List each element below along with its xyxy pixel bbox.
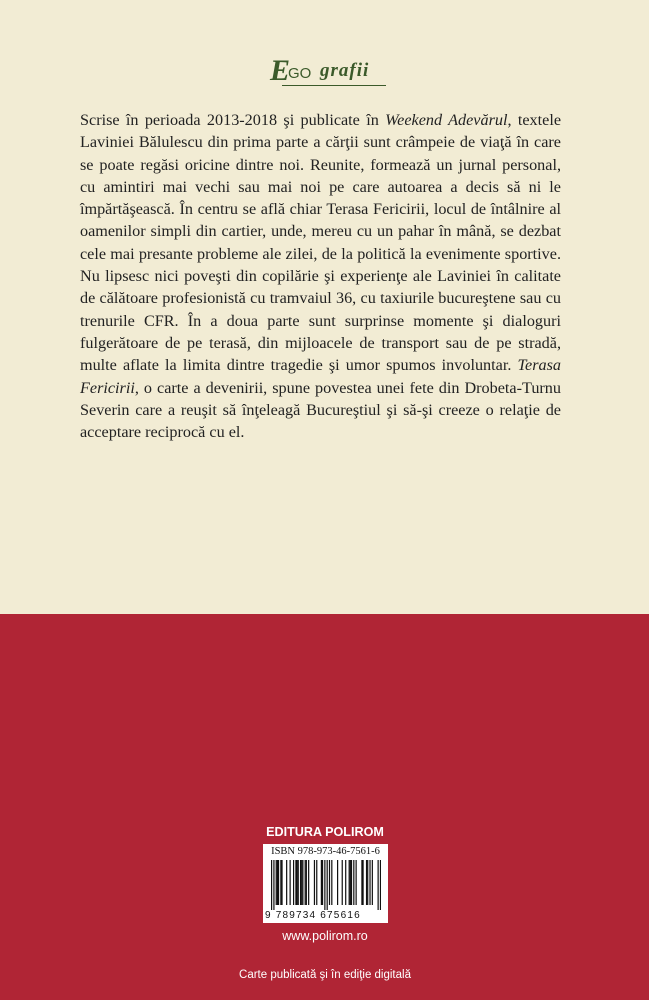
barcode-bar <box>327 860 328 910</box>
barcode-bar <box>305 860 306 905</box>
barcode-bar <box>280 860 281 905</box>
publisher-name: EDITURA POLIROM <box>266 825 384 839</box>
barcode-bar <box>331 860 332 905</box>
barcode-bar <box>286 860 287 905</box>
barcode-bar <box>345 860 346 905</box>
barcode-bar <box>378 860 379 910</box>
barcode-bar <box>356 860 357 905</box>
barcode-bar <box>349 860 350 905</box>
barcode-bar <box>316 860 317 905</box>
publisher-website: www.polirom.ro <box>282 929 368 943</box>
barcode-bar <box>369 860 370 905</box>
barcode-bar <box>329 860 330 905</box>
barcode-bar <box>350 860 351 905</box>
barcode-bar <box>366 860 367 905</box>
barcode-bar <box>324 860 325 910</box>
barcode-bar <box>296 860 297 905</box>
series-logo <box>262 52 392 92</box>
blurb-part-1: Scrise în perioada 2013-2018 şi publicate în <box>80 111 386 129</box>
barcode-bar <box>281 860 282 905</box>
blurb-part-3: , o carte a devenirii, spune povestea unei fete din Drobeta-Turnu Severin care a reuşit să înţeleagă Bucureştiul şi să-şi creeze o relaţie de acceptare reciprocă cu el. <box>80 378 561 442</box>
barcode-bar <box>271 860 272 910</box>
barcode-bar <box>273 860 274 910</box>
series-logo-grafii: grafii <box>320 60 370 81</box>
blurb-title-weekend-adevarul: Weekend Adevărul <box>385 111 508 129</box>
back-cover-blurb <box>80 109 561 443</box>
barcode-bar <box>300 860 301 905</box>
barcode-bar <box>342 860 343 905</box>
barcode-bar <box>306 860 307 905</box>
barcode-digits: 9 789734 675616 <box>265 910 361 921</box>
barcode-bar <box>361 860 362 905</box>
barcode-bar <box>298 860 299 905</box>
blurb-part-2: , textele Laviniei Bălulescu din prima parte a cărţii sunt crâmpeie de viaţă în care se poate regăsi oricine dintre noi. Reunite, formează un jurnal personal, cu amintiri mai vechi sau mai noi pe care autoarea a decis să ni le împărtăşească. În centru se află chiar Terasa Fericirii, locul de întâlnire al oamenilor simpli din cartier, unde, mereu cu un pahar în mână, se dezbat cele mai presante probleme ale zilei, de la politică la evenimente sportive. Nu lipsesc nici poveşti din copilărie şi experienţe ale Laviniei în calitate de călătoare profesionistă cu tramvaiul 36, cu taxiurile bucureştene sau cu trenurile CFR. În a doua parte sunt surprinse momente şi dialoguri fulgerătoare de pe terasă, din mijloacele de transport sau de pe stradă, multe aflate la limita dintre tragedie şi umor spumos involuntar. <box>80 111 562 375</box>
series-logo-go: GO <box>288 65 312 82</box>
barcode-bar <box>353 860 354 905</box>
series-logo-underline <box>282 85 386 86</box>
barcode-bar <box>372 860 373 905</box>
isbn-barcode-box <box>263 844 388 923</box>
series-logo-e: E <box>270 54 291 87</box>
blurb-paragraph <box>80 109 561 443</box>
barcode-bar <box>301 860 302 905</box>
barcode-bar <box>293 860 294 905</box>
barcode-bar <box>295 860 296 905</box>
barcode-bar <box>276 860 277 905</box>
barcode-bar <box>278 860 279 905</box>
barcode-bar <box>321 860 322 905</box>
barcode-bar <box>337 860 338 905</box>
barcode-bar <box>308 860 309 905</box>
barcode-bar <box>290 860 291 905</box>
barcode-bar <box>302 860 303 905</box>
barcode-bar <box>277 860 278 905</box>
barcode-bar <box>362 860 363 905</box>
barcode-bar <box>351 860 352 905</box>
digital-edition-note: Carte publicată şi în ediţie digitală <box>239 969 411 981</box>
isbn-number: ISBN 978-973-46-7561-6 <box>271 846 380 857</box>
blurb-title-terasa-fericirii: Terasa Fericirii <box>80 356 561 397</box>
barcode <box>271 860 381 910</box>
barcode-bar <box>314 860 315 905</box>
barcode-bar <box>322 860 323 905</box>
barcode-bar <box>367 860 368 905</box>
barcode-bar <box>380 860 381 910</box>
